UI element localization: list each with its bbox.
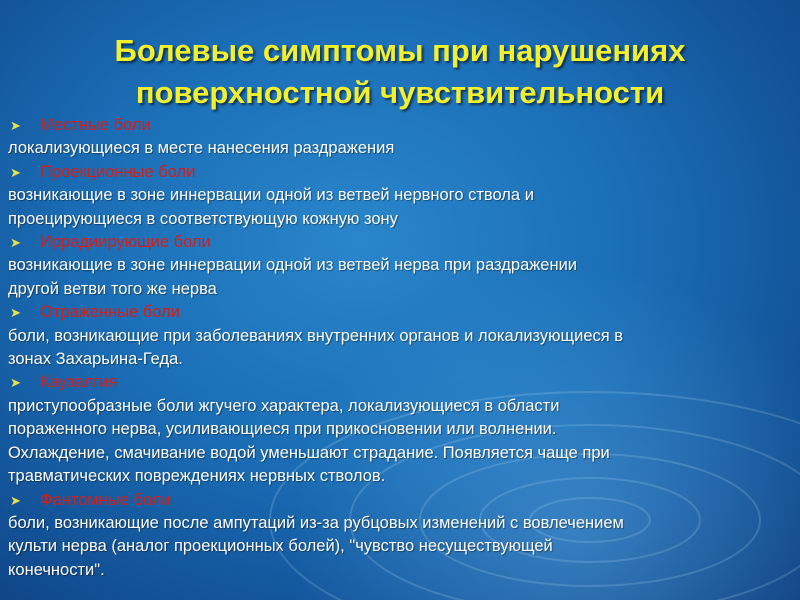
- item-description: боли, возникающие при заболеваниях внутренних органов и локализующиеся в зонах Захарьина-Геда.: [8, 326, 624, 369]
- item-description: приступообразные боли жгучего характера, локализующиеся в области пораженного нерва, усиливающиеся при прикосновении или волнении. Охлаждение, смачивание водой уменьшают страдание. Появляется чаще при травматических повреждениях нервных стволов.: [8, 396, 610, 486]
- slide-title: [40, 30, 760, 114]
- item-heading: Иррадиирующие боли: [40, 233, 211, 252]
- item-heading: Проекционные боли: [40, 162, 196, 181]
- list-item: [8, 489, 793, 583]
- arrowhead-bullet-icon: ➤: [10, 375, 21, 391]
- list-item: [8, 371, 793, 488]
- item-heading: Каузалгия: [40, 373, 118, 392]
- list-item: [8, 114, 793, 161]
- title-line-1: Болевые симптомы при нарушениях: [114, 33, 686, 68]
- item-description: возникающие в зоне иннервации одной из ветвей нерва при раздражении другой ветви того же нерва: [8, 256, 578, 298]
- item-heading: Фантомные боли: [40, 490, 171, 509]
- item-description: боли, возникающие после ампутаций из-за рубцовых изменений с вовлечением культи нерва (аналог проекционных болей), "чувство несуществующей конечности".: [8, 513, 624, 579]
- item-heading: Отраженные боли: [40, 303, 180, 322]
- arrowhead-bullet-icon: ➤: [10, 118, 21, 133]
- arrowhead-bullet-icon: ➤: [10, 305, 21, 321]
- symptom-list: [8, 114, 793, 582]
- list-item: [8, 301, 793, 371]
- item-description: возникающие в зоне иннервации одной из ветвей нервного ствола и проецирующиеся в соответствующую кожную зону: [8, 186, 534, 228]
- arrowhead-bullet-icon: ➤: [10, 164, 21, 180]
- arrowhead-bullet-icon: ➤: [10, 235, 21, 251]
- item-heading: Местные боли: [40, 116, 151, 134]
- list-item: [8, 231, 793, 301]
- arrowhead-bullet-icon: ➤: [10, 492, 21, 508]
- title-line-2: поверхностной чувствительности: [135, 75, 665, 110]
- list-item: [8, 161, 793, 231]
- item-description: локализующиеся в месте нанесения раздражения: [8, 139, 395, 158]
